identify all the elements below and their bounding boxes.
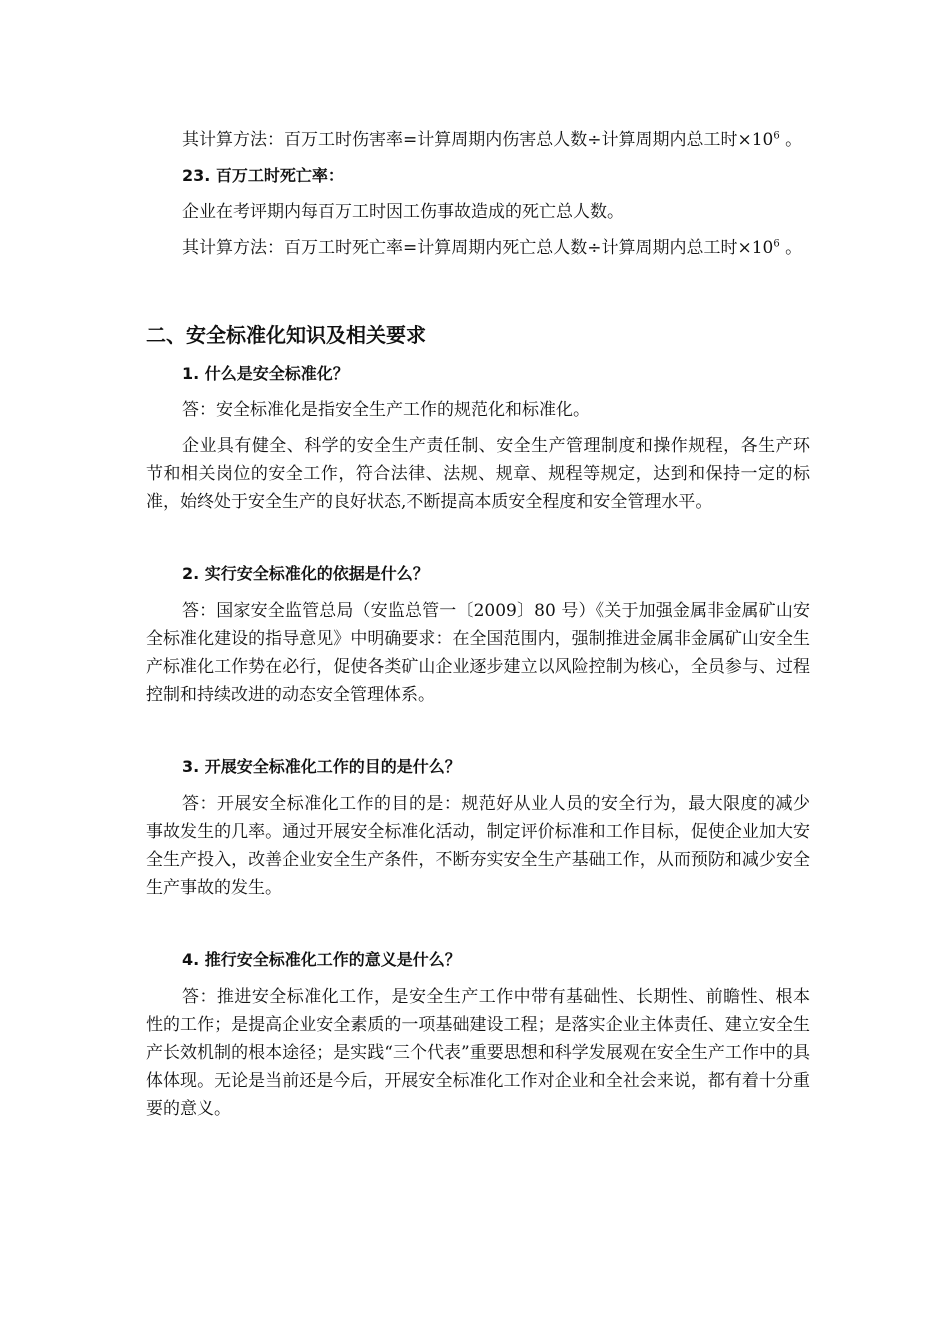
item-23-heading: 23. 百万工时死亡率： [182,166,344,185]
formula-injury-rate [146,126,810,154]
item-23-definition: 企业在考评期内每百万工时因工伤事故造成的死亡总人数。 [182,202,624,222]
q3-answer: 答：开展安全标准化工作的目的是：规范好从业人员的安全行为，最大限度的减少事故发生的几率。通过开展安全标准化活动，制定评价标准和工作目标，促使企业加大安全生产投入，改善企业安全生产条件，不断夯实安全生产基础工作，从而预防和减少安全生产事故的发生。 [146,794,810,898]
formula-fatality-rate [146,234,810,262]
q2-answer: 答：国家安全监管总局（安监总管一〔2009〕80 号）《关于加强金属非金属矿山安全标准化建设的指导意见》中明确要求：在全国范围内，强制推进金属非金属矿山安全生产标准化工作势在必行，促使各类矿山企业逐步建立以风险控制为核心，全员参与、过程控制和持续改进的动态安全管理体系。 [146,601,810,705]
q2-question: 2. 实行安全标准化的依据是什么？ [182,564,429,583]
formula-text: 其计算方法：百万工时伤害率=计算周期内伤害总人数÷计算周期内总工时×10 [182,130,774,150]
formula-suffix: 。 [779,130,803,150]
exponent: 6 [773,238,780,250]
q4-question: 4. 推行安全标准化工作的意义是什么？ [182,950,461,969]
exponent: 6 [773,130,780,142]
q3-question: 3. 开展安全标准化工作的目的是什么？ [182,757,461,776]
q1-answer-1: 答：安全标准化是指安全生产工作的规范化和标准化。 [182,400,590,420]
q1-answer-2: 企业具有健全、科学的安全生产责任制、安全生产管理制度和操作规程，各生产环节和相关岗位的安全工作，符合法律、法规、规章、规程等规定，达到和保持一定的标准，始终处于安全生产的良好状态,不断提高本质安全程度和安全管理水平。 [146,436,810,512]
q4-answer: 答：推进安全标准化工作，是安全生产工作中带有基础性、长期性、前瞻性、根本性的工作；是提高企业安全素质的一项基础建设工程；是落实企业主体责任、建立安全生产长效机制的根本途径；是实践“三个代表”重要思想和科学发展观在安全生产工作中的具体体现。无论是当前还是今后，开展安全标准化工作对企业和全社会来说，都有着十分重要的意义。 [146,987,810,1119]
q1-question: 1. 什么是安全标准化？ [182,364,349,383]
section-2-title: 二、安全标准化知识及相关要求 [146,323,426,347]
document-body [146,126,810,1123]
formula-text: 其计算方法：百万工时死亡率=计算周期内死亡总人数÷计算周期内总工时×10 [182,238,774,258]
formula-suffix: 。 [779,238,803,258]
